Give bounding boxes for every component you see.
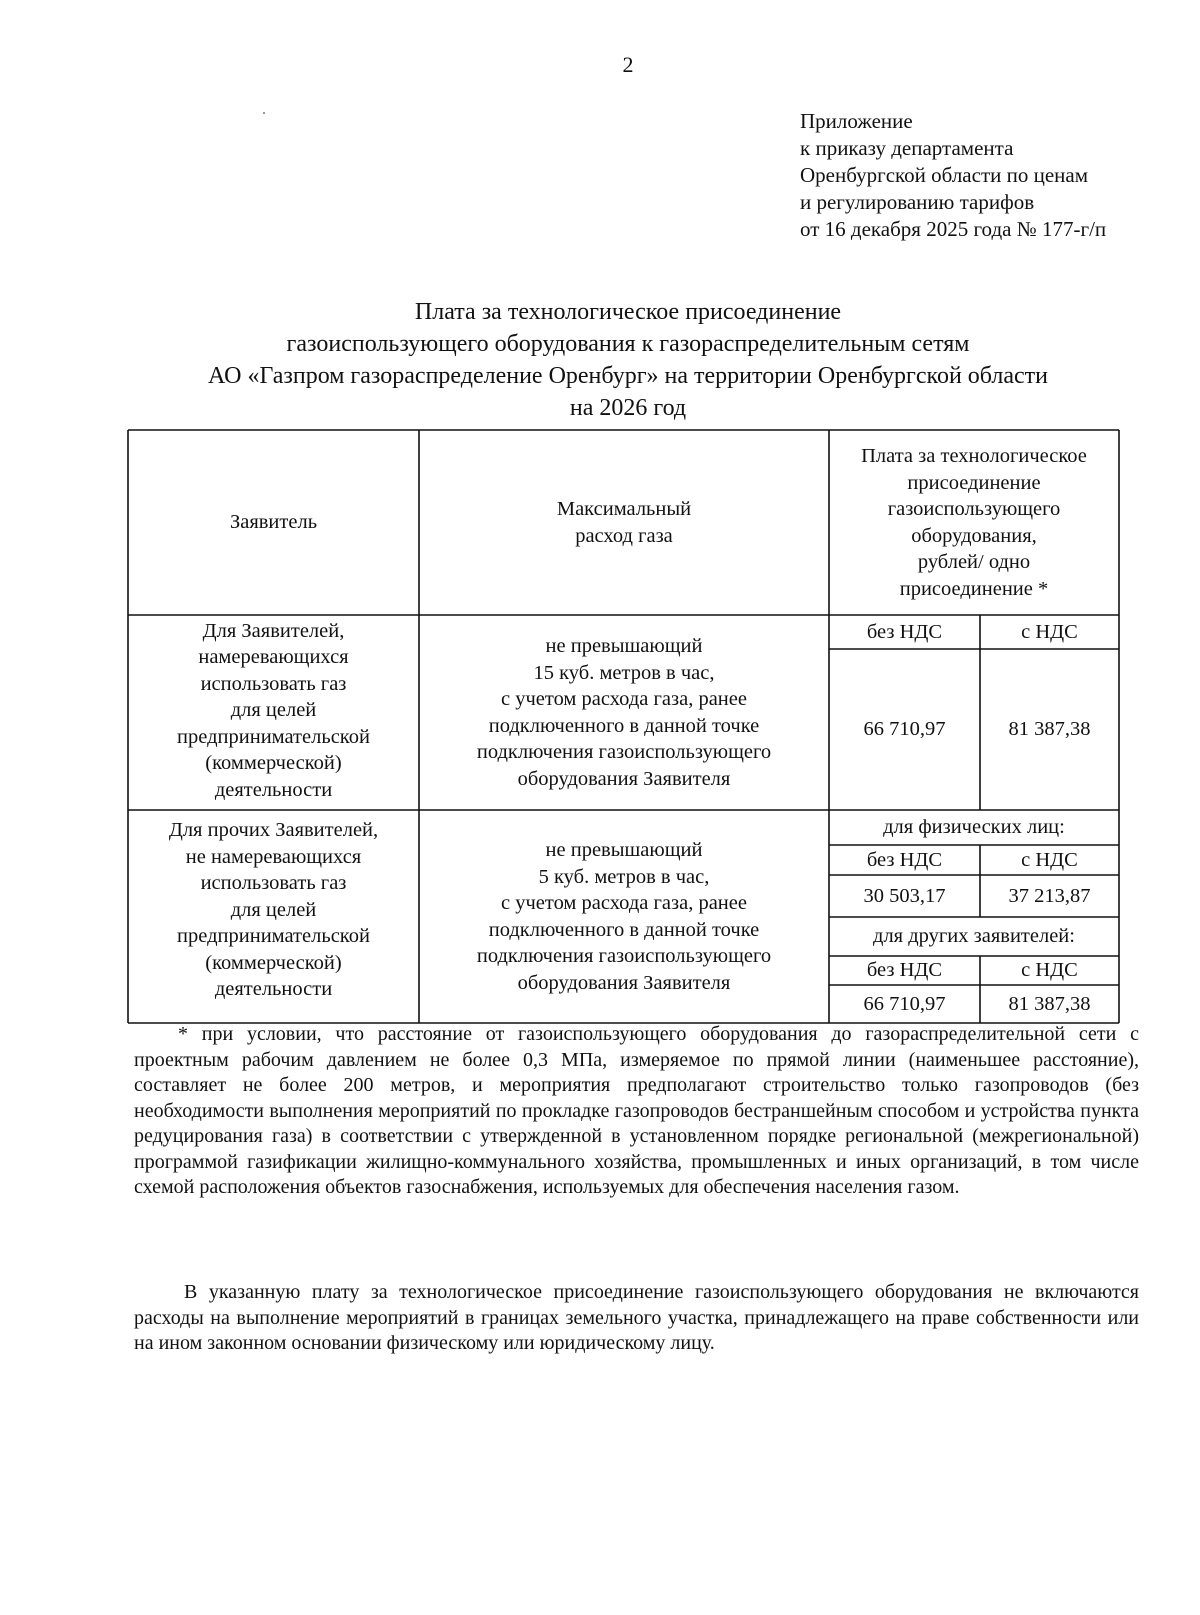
row2-max-flow-line: не превышающий <box>545 839 703 861</box>
row1-applicant-line: Для Заявителей, <box>202 619 345 642</box>
row2-max-flow-line: подключенного в данной точке <box>488 918 760 941</box>
header-fee-line: присоединение <box>907 471 1041 494</box>
footnote-text: * при условии, что расстояние от газоиспользующего оборудования до газораспределительной сети с проектным рабочим давлением не более 0,3 МПа, измеряемое по прямой линии (наименьшее расстояние), составляет не более 200 метров, и мероприятия предполагают строительство только газопроводов (без необходимости выполнения мероприятий по прокладке газопроводов бестраншейным способом и устройства пункта редуцирования газа) в соответствии с утвержденной в установленном порядке региональной (межрегиональной) программой газификации жилищно-коммунального хозяйства, промышленных и иных организаций, в том числе схемой расположения объектов газоснабжения, используемых для обеспечения населения газом. <box>134 1023 1139 1198</box>
row2-applicant-line: не намеревающихся <box>185 845 362 868</box>
row1-without-vat-label <box>829 615 980 649</box>
appendix-line: Приложение <box>800 109 913 133</box>
row2-individuals-with-vat-value <box>980 875 1119 917</box>
appendix-line: от 16 декабря 2025 года № 177-г/п <box>800 217 1107 241</box>
row2-others-with-vat-value <box>980 985 1119 1023</box>
row1-applicant-line: предпринимательской <box>177 725 370 748</box>
row1-max-flow-line: оборудования Заявителя <box>517 767 731 790</box>
row1-max-flow-line: не превышающий <box>545 635 703 657</box>
row2-max-flow <box>419 810 829 1023</box>
note-text: В указанную плату за технологическое присоединение газоиспользующего оборудования не включаются расходы на выполнение мероприятий в границах земельного участка, принадлежащего на праве собственности или на ином законном основании физическому или юридическому лицу. <box>134 1281 1139 1354</box>
row2-applicant-line: использовать газ <box>200 872 347 895</box>
row2-applicant-line: деятельности <box>214 978 333 1001</box>
header-fee-line: газоиспользующего <box>887 498 1061 520</box>
row2-others-without-vat-label <box>829 956 980 985</box>
row2-applicant-line: для целей <box>230 898 317 921</box>
row1-max-flow-line: 15 куб. метров в час, <box>533 661 715 684</box>
row2-applicant <box>128 810 419 1010</box>
header-fee-line: присоединение * <box>899 577 1049 600</box>
row2-individuals-without-vat-label-text: без НДС <box>866 848 943 871</box>
appendix-line: к приказу департамента <box>800 136 1014 160</box>
row2-individuals-with-vat-label-text: с НДС <box>1021 848 1078 871</box>
row2-individuals-without-vat-value <box>829 875 980 917</box>
row2-applicant-line: Для прочих Заявителей, <box>168 819 379 842</box>
row1-applicant-line: деятельности <box>214 778 333 801</box>
row2-individuals-label <box>829 810 1119 845</box>
appendix-line: Оренбургской области по ценам <box>800 163 1089 187</box>
row1-without-vat-value-text: 66 710,97 <box>863 718 946 741</box>
row1-max-flow <box>419 615 829 810</box>
row2-others-without-vat-value <box>829 985 980 1023</box>
row1-applicant-line: намеревающихся <box>198 646 349 669</box>
row2-individuals-with-vat-value-text: 37 213,87 <box>1008 884 1091 907</box>
row1-with-vat-label-text: с НДС <box>1021 620 1078 643</box>
row1-with-vat-value-text: 81 387,38 <box>1008 718 1091 741</box>
header-fee-line: оборудования, <box>911 524 1037 547</box>
header-applicant <box>128 430 419 615</box>
row2-max-flow-line: с учетом расхода газа, ранее <box>501 892 747 914</box>
document-title <box>0 296 1200 424</box>
row1-max-flow-line: с учетом расхода газа, ранее <box>501 688 747 710</box>
row2-others-without-vat-label-text: без НДС <box>866 959 943 982</box>
row1-with-vat-value <box>980 649 1119 810</box>
row1-applicant <box>128 613 419 808</box>
row1-applicant-line: использовать газ <box>200 672 347 695</box>
row2-max-flow-line: подключения газоиспользующего <box>476 945 772 967</box>
row1-without-vat-label-text: без НДС <box>866 620 943 643</box>
title-line: газоиспользующего оборудования к газораспределительным сетям <box>286 331 970 357</box>
row2-max-flow-line: 5 куб. метров в час, <box>538 865 710 888</box>
row2-individuals-label-text: для физических лиц: <box>883 816 1065 839</box>
title-line: Плата за технологическое присоединение <box>414 299 842 325</box>
appendix-block <box>800 108 1106 243</box>
row2-applicant-line: предпринимательской <box>177 925 370 948</box>
row1-applicant-line: для целей <box>230 699 317 722</box>
header-fee-line: рублей/ одно <box>917 551 1031 573</box>
page-number: 2 <box>622 52 634 77</box>
row1-with-vat-label <box>980 615 1119 649</box>
header-fee <box>829 430 1119 615</box>
row2-others-with-vat-label <box>980 956 1119 985</box>
header-max-flow <box>419 430 829 615</box>
row2-individuals-with-vat-label <box>980 845 1119 875</box>
title-line: на 2026 год <box>569 395 687 421</box>
row1-applicant-line: (коммерческой) <box>205 752 342 775</box>
row2-others-label <box>829 917 1119 956</box>
row2-others-with-vat-value-text: 81 387,38 <box>1008 992 1091 1015</box>
row2-individuals-without-vat-value-text: 30 503,17 <box>863 884 946 907</box>
scan-speck <box>263 112 265 114</box>
row1-max-flow-line: подключенного в данной точке <box>488 714 760 737</box>
row2-others-label-text: для других заявителей: <box>873 925 1075 948</box>
appendix-line: и регулированию тарифов <box>800 190 1035 214</box>
header-fee-line: Плата за технологическое <box>861 445 1087 467</box>
header-applicant-text: Заявитель <box>229 511 318 534</box>
title-line: АО «Газпром газораспределение Оренбург» на территории Оренбургской области <box>207 363 1049 389</box>
row2-max-flow-line: оборудования Заявителя <box>517 971 731 994</box>
row2-applicant-line: (коммерческой) <box>205 951 342 974</box>
note-paragraph <box>134 1280 1139 1357</box>
row2-individuals-without-vat-label <box>829 845 980 875</box>
header-max-flow-line: Максимальный <box>556 498 692 520</box>
row1-max-flow-line: подключения газоиспользующего <box>476 741 772 763</box>
footnote <box>134 1022 1139 1201</box>
row1-without-vat-value <box>829 649 980 810</box>
row2-others-with-vat-label-text: с НДС <box>1021 959 1078 982</box>
header-max-flow-line: расход газа <box>575 524 673 547</box>
row2-others-without-vat-value-text: 66 710,97 <box>863 992 946 1015</box>
